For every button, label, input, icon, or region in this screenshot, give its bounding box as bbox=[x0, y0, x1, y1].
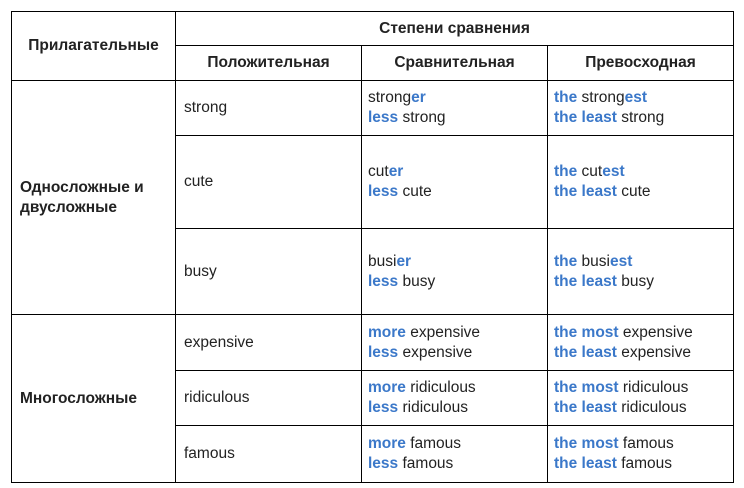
form-line bbox=[368, 108, 541, 128]
form-highlight: est bbox=[624, 89, 648, 106]
header-degrees: Степени сравнения bbox=[176, 12, 734, 46]
form-text: cute bbox=[398, 183, 432, 200]
form-line bbox=[554, 378, 727, 398]
form-highlight: the most bbox=[554, 435, 619, 452]
form-line bbox=[554, 182, 727, 202]
form-text: famous bbox=[618, 435, 674, 452]
form-line bbox=[368, 252, 541, 272]
form-highlight: er bbox=[411, 89, 426, 106]
table-header bbox=[12, 12, 734, 81]
form-text: busy bbox=[616, 272, 654, 290]
form-highlight: less bbox=[368, 343, 399, 361]
form-text: cute bbox=[616, 183, 651, 200]
superlative-cell bbox=[548, 136, 734, 229]
form-line bbox=[554, 88, 727, 108]
form-text: expensive bbox=[616, 343, 691, 361]
form-text: cut bbox=[577, 163, 603, 180]
form-line bbox=[368, 378, 541, 398]
form-text: busi bbox=[368, 252, 397, 270]
form-highlight: the bbox=[554, 89, 578, 106]
form-highlight: less bbox=[368, 109, 399, 126]
header-superlative: Превосходная bbox=[548, 46, 734, 81]
form-line bbox=[554, 454, 727, 474]
group-label-short: Односложные и двусложные bbox=[12, 81, 176, 315]
form-highlight: er bbox=[388, 163, 404, 180]
comparative-cell bbox=[362, 229, 548, 315]
superlative-cell bbox=[548, 315, 734, 371]
form-text: ridiculous bbox=[616, 399, 687, 416]
form-line bbox=[368, 398, 541, 418]
form-line bbox=[554, 162, 727, 182]
form-line bbox=[554, 272, 727, 292]
form-text: famous bbox=[616, 455, 673, 472]
superlative-cell bbox=[548, 371, 734, 426]
table-row bbox=[12, 81, 734, 136]
comparative-cell bbox=[362, 426, 548, 483]
form-line bbox=[368, 182, 541, 202]
superlative-cell bbox=[548, 229, 734, 315]
form-highlight: the bbox=[554, 163, 578, 180]
positive-cell: expensive bbox=[176, 315, 362, 371]
table-body bbox=[12, 81, 734, 483]
header-adjectives: Прилагательные bbox=[12, 12, 176, 81]
form-text: busi bbox=[577, 252, 610, 270]
form-highlight: the most bbox=[554, 323, 619, 341]
form-line bbox=[554, 343, 727, 363]
form-text: famous bbox=[398, 455, 454, 472]
form-highlight: the least bbox=[554, 455, 617, 472]
form-text: ridiculous bbox=[618, 379, 689, 396]
table-row bbox=[12, 315, 734, 371]
form-line bbox=[554, 252, 727, 272]
form-highlight: the least bbox=[554, 343, 617, 361]
form-highlight: er bbox=[396, 252, 412, 270]
comparative-cell bbox=[362, 371, 548, 426]
form-text: cut bbox=[368, 163, 389, 180]
superlative-cell bbox=[548, 426, 734, 483]
positive-cell: busy bbox=[176, 229, 362, 315]
form-text: expensive bbox=[398, 343, 473, 361]
form-highlight: the least bbox=[554, 183, 617, 200]
comparison-degrees-table bbox=[11, 11, 734, 483]
header-positive: Положительная bbox=[176, 46, 362, 81]
form-highlight: less bbox=[368, 399, 399, 416]
form-highlight: the most bbox=[554, 379, 619, 396]
form-text: busy bbox=[398, 272, 436, 290]
form-line bbox=[554, 398, 727, 418]
superlative-cell bbox=[548, 81, 734, 136]
form-text: strong bbox=[398, 109, 446, 126]
form-highlight: more bbox=[368, 323, 406, 341]
form-highlight: the least bbox=[554, 399, 617, 416]
form-text: expensive bbox=[618, 323, 693, 341]
form-line bbox=[554, 434, 727, 454]
positive-cell: famous bbox=[176, 426, 362, 483]
positive-cell: ridiculous bbox=[176, 371, 362, 426]
form-text: strong bbox=[577, 89, 625, 106]
form-highlight: less bbox=[368, 183, 399, 200]
form-highlight: est bbox=[610, 252, 633, 270]
positive-cell: strong bbox=[176, 81, 362, 136]
form-text: strong bbox=[616, 109, 665, 126]
form-highlight: more bbox=[368, 435, 406, 452]
header-comparative: Сравнительная bbox=[362, 46, 548, 81]
form-highlight: less bbox=[368, 272, 399, 290]
form-highlight: est bbox=[602, 163, 625, 180]
form-text: strong bbox=[368, 89, 412, 106]
form-text: expensive bbox=[405, 323, 481, 341]
form-line bbox=[368, 272, 541, 292]
form-highlight: less bbox=[368, 455, 399, 472]
form-highlight: the least bbox=[554, 109, 617, 126]
comparative-cell bbox=[362, 136, 548, 229]
form-line bbox=[368, 343, 541, 363]
form-line bbox=[368, 454, 541, 474]
comparative-cell bbox=[362, 315, 548, 371]
comparison-table-wrapper bbox=[11, 11, 733, 482]
group-label-long: Многосложные bbox=[12, 315, 176, 483]
form-line bbox=[368, 162, 541, 182]
form-line bbox=[368, 88, 541, 108]
positive-cell: cute bbox=[176, 136, 362, 229]
form-line bbox=[554, 323, 727, 343]
header-row-top bbox=[12, 12, 734, 46]
form-line bbox=[554, 108, 727, 128]
form-highlight: more bbox=[368, 379, 406, 396]
form-line bbox=[368, 323, 541, 343]
form-text: ridiculous bbox=[405, 379, 476, 396]
comparative-cell bbox=[362, 81, 548, 136]
form-highlight: the least bbox=[554, 272, 617, 290]
form-text: famous bbox=[405, 435, 462, 452]
form-text: ridiculous bbox=[398, 399, 468, 416]
form-line bbox=[368, 434, 541, 454]
form-highlight: the bbox=[554, 252, 578, 270]
